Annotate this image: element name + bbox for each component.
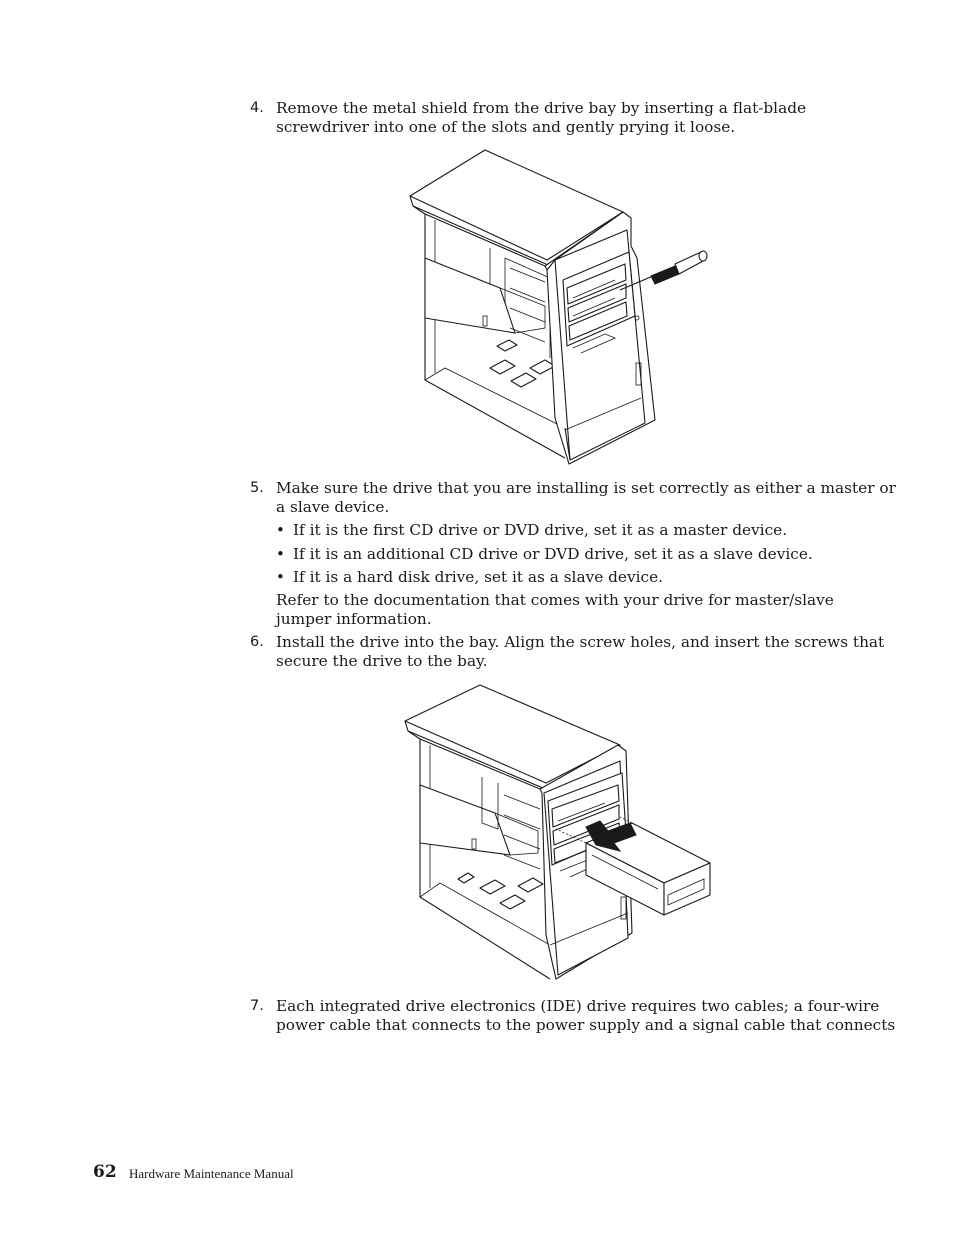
step-text-line: power cable that connects to the power supply and a signal cable that connects	[276, 1016, 896, 1034]
step-text-line: Each integrated drive electronics (IDE) drive requires two cables; a four-wire	[276, 997, 880, 1015]
step-number: 4.	[250, 100, 264, 116]
page-number: 62	[93, 1162, 117, 1182]
bullet-text: If it is the first CD drive or DVD drive, set it as a master device.	[293, 521, 788, 539]
step-text-line: secure the drive to the bay.	[276, 652, 488, 670]
install-drive-illustration	[400, 683, 715, 983]
footer-title: Hardware Maintenance Manual	[129, 1166, 294, 1181]
remove-metal-shield-illustration	[405, 148, 715, 466]
step-number: 5.	[250, 480, 264, 496]
step-text-line: Install the drive into the bay. Align the screw holes, and insert the screws that	[276, 633, 885, 651]
step-text-line: a slave device.	[276, 498, 390, 516]
bullet-symbol: •	[276, 568, 285, 586]
bullet-text: If it is a hard disk drive, set it as a slave device.	[293, 568, 663, 586]
step-text-line: Remove the metal shield from the drive bay by inserting a flat-blade	[276, 99, 807, 117]
step-number: 7.	[250, 998, 264, 1014]
step-number: 6.	[250, 634, 264, 650]
bullet-text: If it is an additional CD drive or DVD drive, set it as a slave device.	[293, 545, 813, 563]
bullet-symbol: •	[276, 521, 285, 539]
bullet-symbol: •	[276, 545, 285, 563]
note-text-line: Refer to the documentation that comes with your drive for master/slave	[276, 591, 834, 609]
note-text-line: jumper information.	[276, 610, 432, 628]
step-text-line: Make sure the drive that you are installing is set correctly as either a master or	[276, 479, 896, 497]
step-text-line: screwdriver into one of the slots and gently prying it loose.	[276, 118, 736, 136]
